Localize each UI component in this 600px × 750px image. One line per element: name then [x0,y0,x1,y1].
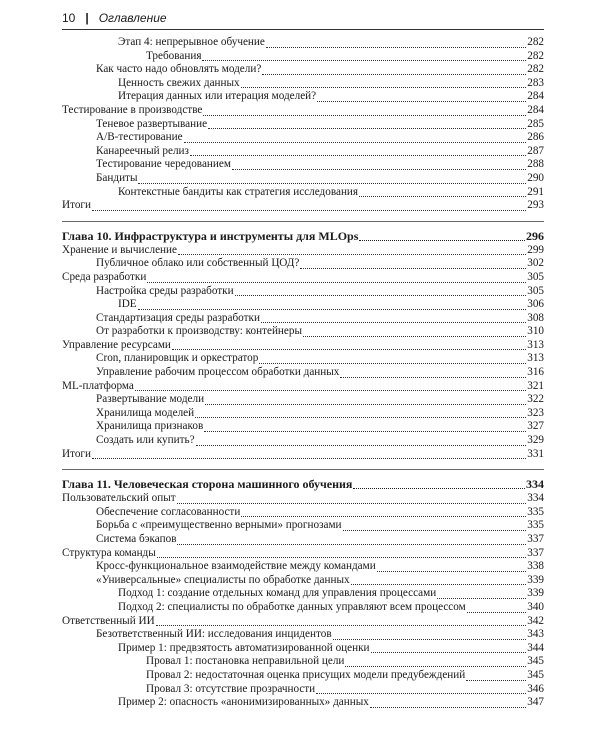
dot-leader [241,507,526,517]
toc-entry[interactable] [62,434,544,448]
chapter-divider [62,221,544,222]
toc-entry[interactable] [62,90,544,104]
toc-entry-page: 331 [527,447,544,460]
toc-entry-page: 284 [527,103,544,116]
toc-entry-page: 282 [527,36,544,48]
toc-entry-label: Кросс-функциональное взаимодействие между командами [96,560,376,573]
toc-entry[interactable] [62,655,544,669]
table-of-contents [62,36,544,710]
toc-entry-label: Тестирование в производстве [62,103,203,116]
toc-entry-label: Развертывание модели [96,393,205,406]
toc-entry-label: Пример 1: предвзятость автоматизированной оценки [118,641,370,654]
toc-entry-label: Глава 10. Инфраструктура и инструменты для MLOps [62,228,359,243]
dot-leader [466,671,526,681]
toc-entry-label: ML-платформа [62,379,134,392]
toc-entry-page: 339 [527,573,544,586]
dot-leader [333,630,527,640]
toc-entry[interactable] [62,380,544,394]
dot-leader [261,313,526,323]
dot-leader [303,327,526,337]
toc-entry-label: Среда разработки [62,270,147,283]
toc-entry-label: Создать или купить? [96,434,195,447]
toc-entry-page: 290 [527,171,544,184]
toc-entry[interactable] [62,298,544,312]
page-header [62,8,544,28]
toc-entry[interactable] [62,519,544,533]
toc-entry[interactable] [62,696,544,710]
toc-entry-label: Публичное облако или собственный ЦОД? [96,257,300,270]
toc-entry-label: Канареечный релиз [96,144,189,157]
toc-entry-page: 345 [527,655,544,668]
dot-leader [345,657,526,667]
toc-entry[interactable] [62,506,544,520]
dot-leader [138,174,526,184]
dot-leader [135,381,526,391]
toc-entry-page: 335 [527,519,544,532]
toc-entry[interactable] [62,669,544,683]
running-title: Оглавление [98,11,167,25]
toc-entry-page: 302 [527,257,544,270]
toc-entry-label: Итоги [62,199,91,212]
toc-entry-page: 288 [527,158,544,171]
dot-leader [172,340,526,350]
toc-entry-page: 327 [527,420,544,433]
toc-entry-label: Итерация данных или итерация моделей? [118,90,317,103]
toc-entry[interactable] [62,118,544,132]
dot-leader [300,259,526,269]
toc-entry-label: Обеспечение согласованности [96,505,241,518]
dot-leader [177,494,527,504]
toc-entry-page: 346 [527,682,544,695]
toc-entry[interactable] [62,325,544,339]
toc-entry-label: Бандиты [96,171,138,184]
toc-entry[interactable] [62,366,544,380]
dot-leader [351,575,527,585]
toc-entry-label: Провал 3: отсутствие прозрачности [146,682,316,695]
dot-leader [204,422,526,432]
toc-entry-page: 338 [527,560,544,573]
toc-entry-page: 285 [527,117,544,130]
toc-entry[interactable] [62,271,544,285]
toc-entry[interactable] [62,628,544,642]
dot-leader [235,286,527,296]
toc-entry[interactable] [62,50,544,64]
toc-entry[interactable] [62,420,544,434]
dot-leader [184,133,527,143]
dot-leader [202,51,526,61]
toc-entry[interactable] [62,601,544,615]
toc-entry[interactable] [62,63,544,77]
toc-entry[interactable] [62,36,544,50]
toc-entry[interactable] [62,547,544,561]
chapter-divider [62,469,544,470]
header-separator: | [85,11,89,25]
toc-entry-label: Тестирование чередованием [96,158,231,171]
toc-entry-page: 339 [527,587,544,600]
toc-entry-label: Безответственный ИИ: исследования инцидентов [96,628,332,641]
toc-entry-label: Теневое развертывание [96,117,208,130]
page-number: 10 [62,11,76,25]
toc-entry-page: 340 [527,600,544,613]
dot-leader [359,187,526,197]
toc-entry-page: 282 [527,63,544,76]
toc-entry-label: Настройка среды разработки [96,284,234,297]
dot-leader [317,92,526,102]
toc-entry-label: Система бэкапов [96,533,177,545]
toc-entry[interactable] [62,492,544,506]
toc-entry-page: 329 [527,434,544,447]
toc-entry[interactable] [62,615,544,629]
toc-entry-page: 310 [527,325,544,338]
toc-entry-label: От разработки к производству: контейнеры [96,325,302,338]
dot-leader [196,436,527,446]
dot-leader [92,201,526,211]
toc-entry[interactable] [62,131,544,145]
toc-entry-page: 283 [527,76,544,89]
toc-entry-label: Контекстные бандиты как стратегия исследования [118,185,359,198]
toc-entry-page: 313 [527,338,544,351]
dot-leader [241,78,527,88]
toc-entry-label: IDE [118,298,137,311]
toc-entry-page: 291 [527,185,544,198]
toc-entry[interactable] [62,244,544,258]
dot-leader [178,245,526,255]
toc-entry-label: Глава 11. Человеческая сторона машинного обучения [62,477,353,492]
toc-entry-page: 296 [526,228,544,243]
toc-entry-label: Управление ресурсами [62,338,171,351]
toc-chapter-entry[interactable] [62,476,544,492]
dot-leader [437,589,526,599]
toc-entry-page: 344 [527,641,544,654]
toc-entry-page: 286 [527,131,544,144]
toc-entry-label: Пользовательский опыт [62,492,176,505]
toc-entry-page: 334 [526,477,544,492]
toc-entry-label: Хранилища признаков [96,420,204,433]
toc-entry-label: Подход 1: создание отдельных команд для управления процессами [118,587,437,600]
header-rule [62,29,544,30]
dot-leader [208,119,526,129]
toc-entry-page: 337 [527,546,544,559]
dot-leader [343,521,527,531]
dot-leader [138,300,527,310]
dot-leader [266,38,526,48]
toc-entry-page: 345 [527,668,544,681]
toc-entry-page: 322 [527,393,544,406]
toc-entry-page: 293 [527,199,544,212]
toc-entry[interactable] [62,448,544,462]
toc-entry-label: Хранилища моделей [96,406,195,419]
dot-leader [353,478,525,489]
toc-entry-label: A/B-тестирование [96,131,183,144]
toc-entry-page: 335 [527,505,544,518]
dot-leader [190,146,526,156]
toc-entry[interactable] [62,407,544,421]
toc-entry-page: 306 [527,298,544,311]
toc-entry[interactable] [62,683,544,697]
toc-entry-label: Как часто надо обновлять модели? [96,63,262,76]
toc-entry-page: 299 [527,243,544,256]
toc-entry-label: Борьба с «преимущественно верными» прогнозами [96,519,342,532]
toc-entry-label: Провал 1: постановка неправильной цели [146,655,345,668]
dot-leader [316,684,526,694]
toc-entry-label: Требования [146,49,202,62]
dot-leader [232,160,526,170]
dot-leader [205,395,526,405]
toc-entry[interactable] [62,393,544,407]
dot-leader [147,273,526,283]
dot-leader [195,408,526,418]
toc-entry-label: Хранение и вычисление [62,243,177,256]
toc-entry[interactable] [62,172,544,186]
toc-entry[interactable] [62,186,544,200]
toc-entry[interactable] [62,352,544,366]
toc-entry-page: 305 [527,284,544,297]
toc-chapter-entry[interactable] [62,228,544,244]
toc-entry-label: Провал 2: недостаточная оценка присущих модели предубеждений [146,668,466,681]
toc-entry-page: 334 [527,492,544,505]
toc-entry-page: 305 [527,270,544,283]
toc-entry[interactable] [62,257,544,271]
toc-entry[interactable] [62,77,544,91]
toc-entry-label: Пример 2: опасность «анонимизированных» данных [118,696,369,709]
toc-entry-page: 347 [527,696,544,709]
toc-entry-page: 313 [527,352,544,365]
toc-entry-page: 321 [527,379,544,392]
toc-entry[interactable] [62,145,544,159]
toc-entry-label: Этап 4: непрерывное обучение [118,36,265,48]
dot-leader [259,354,526,364]
dot-leader [359,230,525,241]
toc-entry[interactable] [62,158,544,172]
toc-entry-page: 342 [527,614,544,627]
toc-entry-page: 343 [527,628,544,641]
toc-entry[interactable] [62,199,544,213]
dot-leader [203,106,526,116]
toc-entry-page: 287 [527,144,544,157]
toc-entry-page: 282 [527,49,544,62]
toc-entry[interactable] [62,104,544,118]
toc-entry[interactable] [62,533,544,547]
toc-entry-page: 323 [527,406,544,419]
dot-leader [92,449,526,459]
toc-entry[interactable] [62,642,544,656]
dot-leader [156,616,527,626]
toc-entry[interactable] [62,560,544,574]
toc-entry-label: «Универсальные» специалисты по обработке данных [96,573,350,586]
toc-entry[interactable] [62,312,544,326]
toc-entry-page: 316 [527,366,544,379]
toc-entry[interactable] [62,339,544,353]
toc-entry[interactable] [62,574,544,588]
dot-leader [177,535,526,545]
toc-entry-label: Ответственный ИИ [62,614,155,627]
dot-leader [371,643,527,653]
dot-leader [157,548,526,558]
dot-leader [340,368,526,378]
toc-entry-label: Cron, планировщик и оркестратор [96,352,259,365]
toc-entry-page: 284 [527,90,544,103]
toc-entry-page: 337 [527,533,544,545]
toc-entry-label: Ценность свежих данных [118,76,240,89]
toc-entry-label: Подход 2: специалисты по обработке данных управляют всем процессом [118,600,466,613]
toc-entry-label: Управление рабочим процессом обработки данных [96,366,340,379]
toc-entry-label: Структура команды [62,546,156,559]
toc-entry-label: Итоги [62,447,91,460]
toc-entry-page: 308 [527,311,544,324]
dot-leader [370,698,526,708]
dot-leader [377,562,527,572]
toc-entry-label: Стандартизация среды разработки [96,311,260,324]
dot-leader [262,65,526,75]
toc-entry[interactable] [62,285,544,299]
dot-leader [467,603,526,613]
toc-entry[interactable] [62,587,544,601]
